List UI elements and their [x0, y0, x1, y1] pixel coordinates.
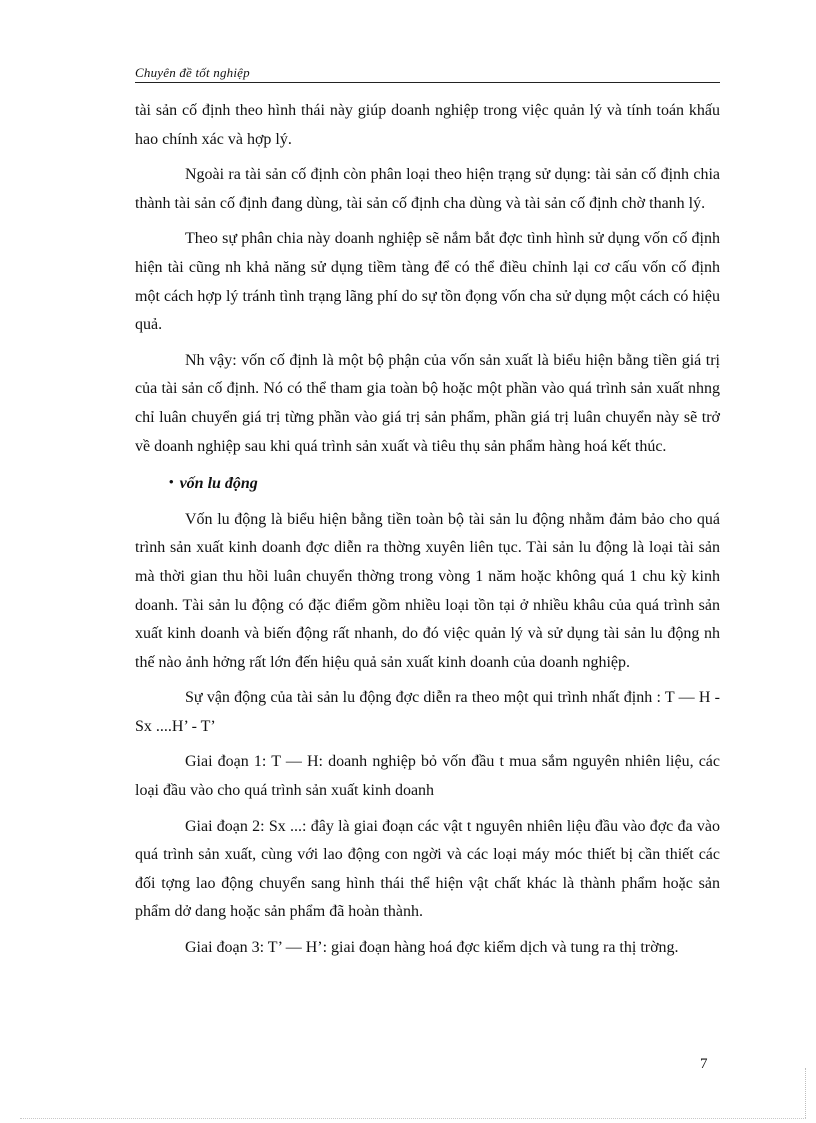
paragraph: Theo sự phân chia này doanh nghiệp sẽ nắm bắt đợc tình hình sử dụng vốn cố định hiện tài cũng nh khả năng sử dụng tiềm tàng để có thể điều chỉnh lại cơ cấu vốn cố định một cách hợp lý tránh tình trạng lãng phí do sự tồn đọng vốn cha sử dụng một cách có hiệu quả. [135, 230, 720, 334]
header-title: Chuyên đề tốt nghiệp [135, 65, 250, 80]
page-header [135, 64, 720, 83]
paragraph: Nh vậy: vốn cố định là một bộ phận của vốn sản xuất là biểu hiện bằng tiền giá trị của tài sản cố định. Nó có thể tham gia toàn bộ hoặc một phần vào quá trình sản xuất nhng chỉ luân chuyển giá trị từng phần vào giá trị sản phẩm, phần giá trị luân chuyển này sẽ trở về doanh nghiệp sau khi quá trình sản xuất và tiêu thụ sản phẩm hàng hoá kết thúc. [135, 351, 720, 455]
margin-rule-bottom [20, 1118, 806, 1119]
paragraph: Vốn lu động là biểu hiện bằng tiền toàn bộ tài sản lu động nhằm đảm bảo cho quá trình sản xuất kinh doanh đợc diễn ra thờng xuyên liên tục. Tài sản lu động là loại tài sản mà thời gian thu hồi luân chuyển thờng trong vòng 1 năm hoặc không quá 1 chu kỳ kinh doanh. Tài sản lu động có đặc điểm gồm nhiều loại tồn tại ở nhiều khâu của quá trình sản xuất kinh doanh và biến động rất nhanh, do đó việc quản lý và sử dụng tài sản lu động nh thế nào ảnh hởng rất lớn đến hiệu quả sản xuất kinh doanh của doanh nghiệp. [135, 510, 720, 671]
paragraph: Sự vận động của tài sản lu động đợc diễn ra theo một qui trình nhất định : T — H - Sx ....H’ - T’ [135, 689, 720, 735]
paragraph: Ngoài ra tài sản cố định còn phân loại theo hiện trạng sử dụng: tài sản cố định chia thành tài sản cố định đang dùng, tài sản cố định cha dùng và tài sản cố định chờ thanh lý. [135, 166, 720, 212]
document-body [135, 97, 720, 970]
margin-rule-right [805, 1068, 806, 1118]
paragraph: Giai đoạn 1: T — H: doanh nghiệp bỏ vốn đầu t mua sắm nguyên nhiên liệu, các loại đầu vào cho quá trình sản xuất kinh doanh [135, 753, 720, 800]
paragraph: tài sản cố định theo hình thái này giúp doanh nghiệp trong việc quản lý và tính toán khấu hao chính xác và hợp lý. [135, 102, 720, 148]
bullet-icon: • [169, 474, 174, 490]
section-heading-text: vốn lu động [179, 475, 258, 493]
paragraph: Giai đoạn 2: Sx ...: đây là giai đoạn các vật t nguyên nhiên liệu đầu vào đợc đa vào quá trình sản xuất, cùng với lao động con ngời và các loại máy móc thiết bị cần thiết các đối tợng lao động chuyển sang hình thái thể hiện vật chất khác là thành phẩm hoặc sản phẩm dở dang hoặc sản phẩm đã hoàn thành. [135, 817, 720, 921]
paragraph: Giai đoạn 3: T’ — H’: giai đoạn hàng hoá đợc kiểm dịch và tung ra thị trờng. [185, 939, 679, 957]
page-number: 7 [700, 1056, 708, 1072]
section-heading [135, 468, 720, 499]
